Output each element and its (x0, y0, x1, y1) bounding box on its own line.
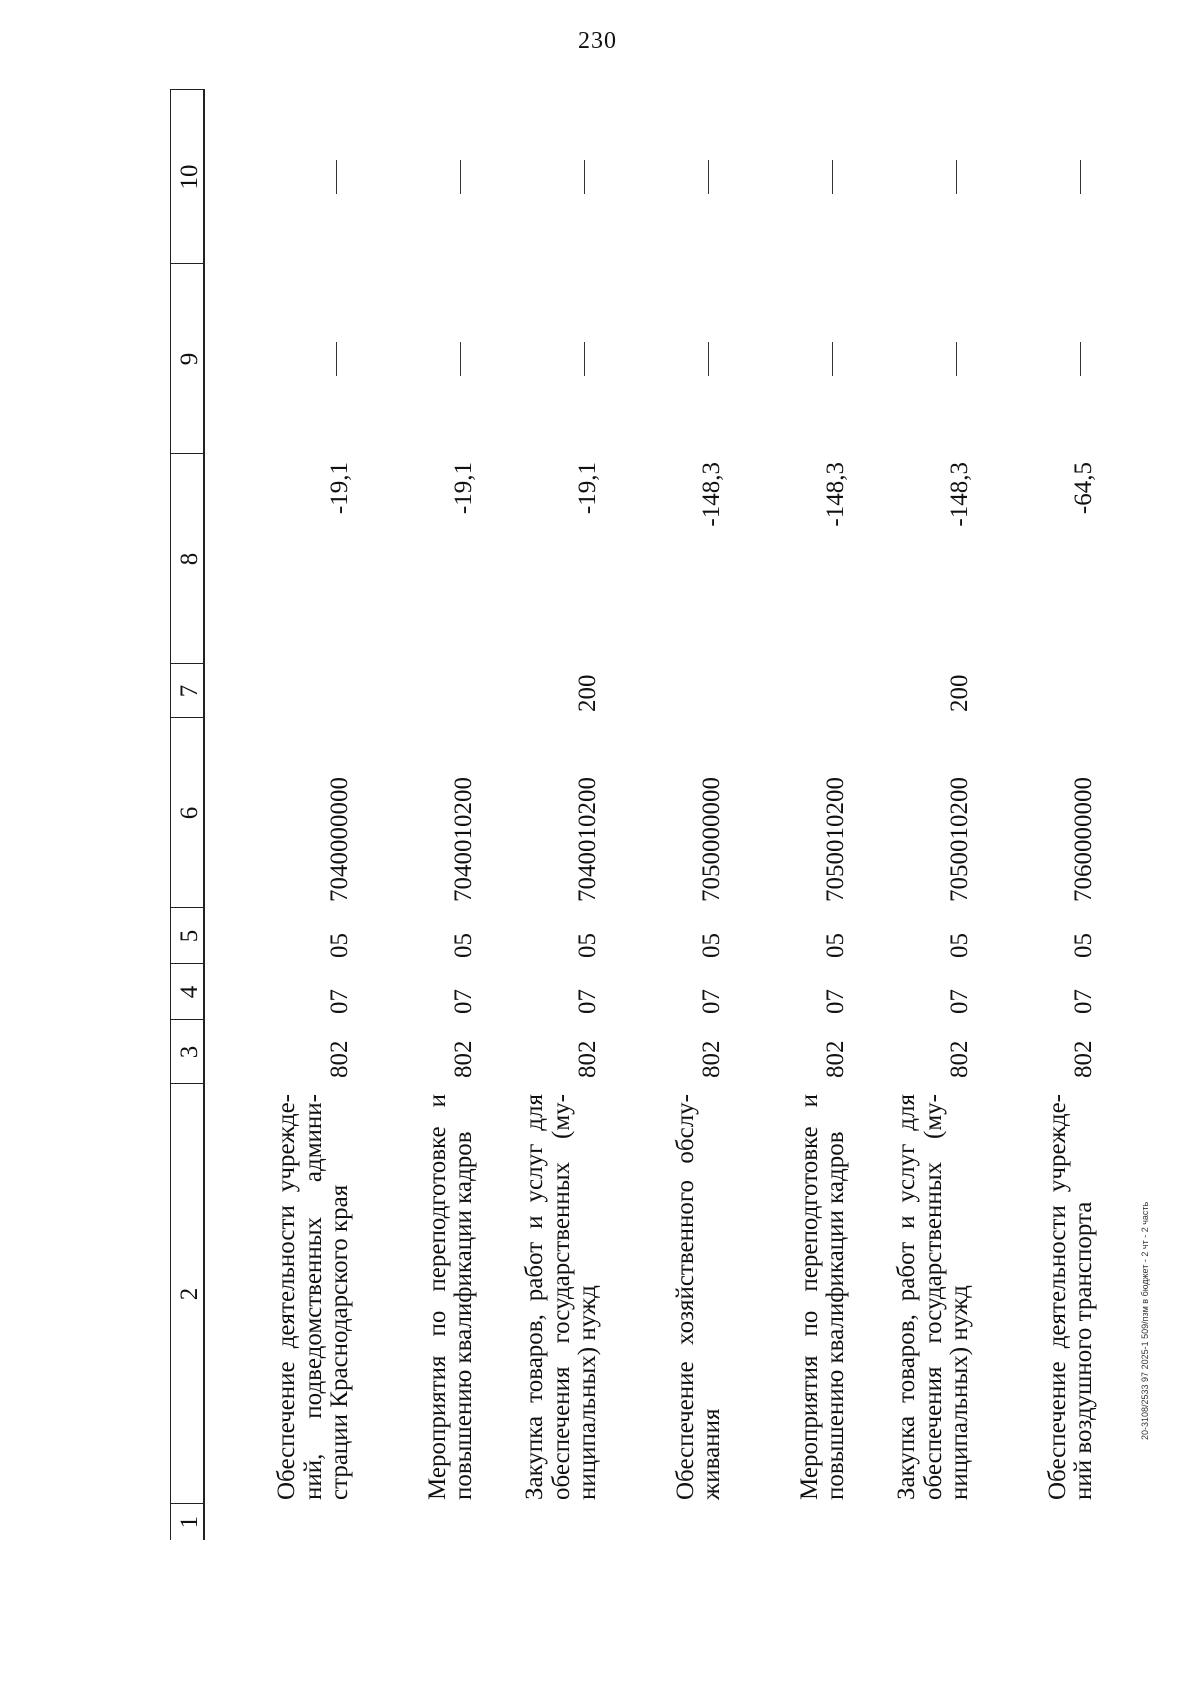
row-subsection: 05 (821, 933, 849, 958)
dash-mark (708, 160, 709, 194)
row-section: 07 (945, 989, 973, 1014)
row-amount: -148,3 (821, 462, 849, 527)
row-ministry-code: 802 (697, 1040, 725, 1078)
row-amount: -19,1 (573, 462, 601, 515)
row-name: Обеспечение деятельности учрежде-ний воздушного транспорта (1043, 1094, 1097, 1500)
row-col9-dash (849, 264, 973, 454)
header-cell: 9 (171, 264, 205, 454)
dash-mark (832, 160, 833, 194)
row-col9-dash (204, 264, 353, 454)
table-row (725, 90, 849, 1540)
row-amount: -148,3 (697, 462, 725, 527)
row-name: Обеспечение хозяйственного обслу-живания (671, 1094, 725, 1500)
row-spacer (477, 1504, 601, 1540)
row-col10-dash (353, 90, 477, 264)
dash-mark (832, 342, 833, 376)
dash-mark (708, 342, 709, 376)
row-spacer (849, 1504, 973, 1540)
row-amount: -19,1 (449, 462, 477, 515)
row-name: Закупка товаров, работ и услуг для обеспечения государственных (му-ниципальных) нужд (893, 1094, 973, 1500)
document-footer-code: 20-3108/2533 97 2025-1 509/пзм в бюджет - 2 чт - 2 часть (1140, 1201, 1150, 1440)
row-ministry-code: 802 (325, 1040, 353, 1078)
row-ministry-code: 802 (821, 1040, 849, 1078)
row-ministry-code: 802 (1069, 1040, 1097, 1078)
row-name: Закупка товаров, работ и услуг для обеспечения государственных (му-ниципальных) нужд (521, 1094, 601, 1500)
header-cell: 7 (171, 664, 205, 718)
table-header-row (171, 90, 205, 1540)
row-amount: -19,1 (325, 462, 353, 515)
header-cell: 2 (171, 1084, 205, 1504)
row-name: Обеспечение деятельности учрежде-ний, подведомственных админи-страции Краснодарского края (273, 1094, 353, 1500)
row-name: Мероприятия по переподготовке и повышению квалификации кадров (423, 1094, 477, 1500)
row-expense-type (725, 664, 849, 718)
dash-mark (584, 160, 585, 194)
row-expense-type: 200 (945, 674, 973, 712)
dash-mark (336, 342, 337, 376)
dash-mark (460, 160, 461, 194)
table-row (477, 90, 601, 1540)
row-subsection: 05 (573, 933, 601, 958)
header-cell: 5 (171, 908, 205, 964)
dash-mark (584, 342, 585, 376)
row-subsection: 05 (1069, 933, 1097, 958)
row-spacer (204, 1504, 353, 1540)
row-col10-dash (849, 90, 973, 264)
row-ministry-code: 802 (449, 1040, 477, 1078)
row-target-code: 7050010200 (821, 777, 849, 902)
row-subsection: 05 (449, 933, 477, 958)
row-section: 07 (573, 989, 601, 1014)
row-expense-type (601, 664, 725, 718)
row-section: 07 (325, 989, 353, 1014)
dash-mark (956, 160, 957, 194)
row-expense-type: 200 (573, 674, 601, 712)
header-cell: 4 (171, 964, 205, 1020)
row-col9-dash (725, 264, 849, 454)
header-cell: 3 (171, 1020, 205, 1084)
table-row (973, 90, 1097, 1540)
dash-mark (1080, 160, 1081, 194)
dash-mark (956, 342, 957, 376)
row-target-code: 7040010200 (573, 777, 601, 902)
row-col10-dash (725, 90, 849, 264)
row-target-code: 7050000000 (697, 777, 725, 902)
row-amount: -64,5 (1069, 462, 1097, 515)
row-subsection: 05 (945, 933, 973, 958)
row-col9-dash (601, 264, 725, 454)
row-target-code: 7060000000 (1069, 777, 1097, 902)
table-row (204, 90, 353, 1540)
row-col9-dash (477, 264, 601, 454)
table-row (849, 90, 973, 1540)
row-col9-dash (973, 264, 1097, 454)
row-subsection: 05 (325, 933, 353, 958)
row-spacer (725, 1504, 849, 1540)
row-target-code: 7040010200 (449, 777, 477, 902)
header-cell: 1 (171, 1504, 205, 1540)
row-section: 07 (1069, 989, 1097, 1014)
row-section: 07 (449, 989, 477, 1014)
header-cell: 10 (171, 90, 205, 264)
row-spacer (601, 1504, 725, 1540)
row-col10-dash (477, 90, 601, 264)
row-name: Мероприятия по переподготовке и повышению квалификации кадров (795, 1094, 849, 1500)
row-col10-dash (204, 90, 353, 264)
page-number: 230 (578, 28, 617, 54)
table-row (353, 90, 477, 1540)
row-expense-type (204, 664, 353, 718)
row-target-code: 7040000000 (325, 777, 353, 902)
dash-mark (460, 342, 461, 376)
dash-mark (1080, 342, 1081, 376)
row-amount: -148,3 (945, 462, 973, 527)
row-spacer (973, 1504, 1097, 1540)
header-cell: 6 (171, 718, 205, 908)
row-col10-dash (601, 90, 725, 264)
row-target-code: 7050010200 (945, 777, 973, 902)
budget-table-rotated (170, 90, 1097, 1540)
row-spacer (353, 1504, 477, 1540)
table-row (601, 90, 725, 1540)
row-ministry-code: 802 (573, 1040, 601, 1078)
dash-mark (336, 160, 337, 194)
row-expense-type (973, 664, 1097, 718)
row-ministry-code: 802 (945, 1040, 973, 1078)
row-col10-dash (973, 90, 1097, 264)
row-expense-type (353, 664, 477, 718)
header-cell: 8 (171, 454, 205, 664)
row-col9-dash (353, 264, 477, 454)
row-subsection: 05 (697, 933, 725, 958)
row-section: 07 (821, 989, 849, 1014)
budget-table (170, 90, 1097, 1541)
row-section: 07 (697, 989, 725, 1014)
